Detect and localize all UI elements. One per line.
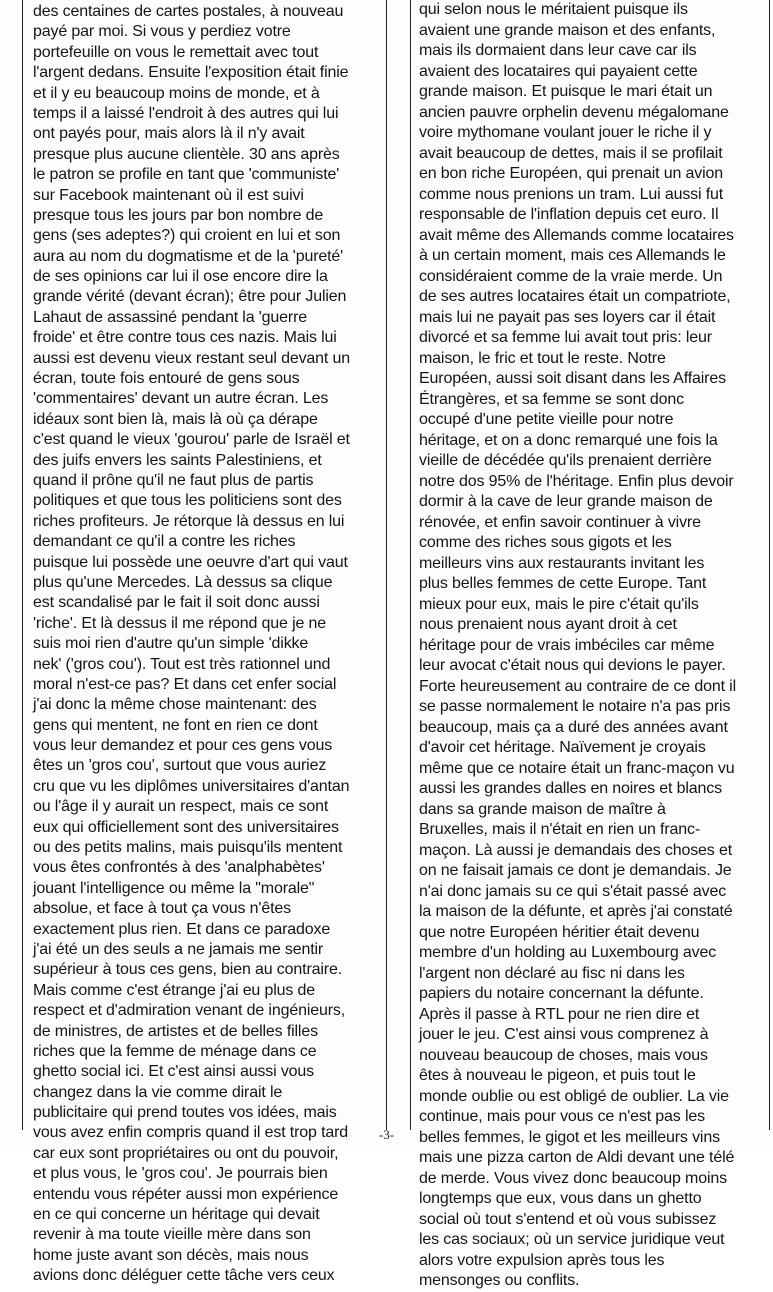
left-text-line: j'ai été un des seuls a ne jamais me sentir [33, 940, 324, 958]
left-text-line: grande vérité (devant écran); être pour Julien [33, 288, 347, 306]
left-text-line: de ministres, de artistes et de belles filles [33, 1022, 318, 1040]
right-text-line: jouer le jeu. C'est ainsi vous comprenez à [419, 1026, 709, 1043]
right-text-line: mensonges ou conflits. [419, 1272, 580, 1289]
right-text-line: héritage, et on a donc remarqué une fois la [419, 431, 718, 449]
left-text-line: payé par moi. Si vous y perdiez votre [33, 23, 291, 41]
left-text-line: demandant ce qu'il a contre les riches [33, 533, 296, 551]
left-text-line: c'est quand le vieux 'gourou' parle de Israël et [33, 431, 350, 449]
right-text-line: beaucoup, mais ça a duré des années avant [419, 718, 728, 736]
right-text-line: en bon riche Européen, qui prenait un avion [419, 165, 723, 182]
left-text-line: écran, toute fois entouré de gens sous [33, 370, 300, 388]
right-text-line: social où tout s'entend et où vous subissez [419, 1210, 717, 1228]
left-text-line: presque tous les jours par bon nombre de [33, 206, 324, 224]
right-text-line: dans sa grande maison de maître à [419, 800, 666, 818]
left-text-line: eux qui officiellement sont des universitaires [33, 818, 339, 836]
left-text-line: et plus vous, le 'gros cou'. Je pourrais bien [33, 1165, 328, 1183]
left-text-line: êtes un 'gros cou', surtout que vous auriez [33, 757, 327, 775]
right-text-line: mais une pizza carton de Aldi devant une télé [419, 1149, 735, 1166]
left-text-line: Lahaut de assassiné pendant la 'guerre [33, 308, 308, 326]
left-text-line: des juifs envers les saints Palestiniens, et [33, 451, 322, 469]
right-text-line: responsable de l'inflation depuis cet euro. Il [419, 206, 719, 223]
left-text-line: presque plus aucune clientèle. 30 ans après [33, 145, 340, 163]
left-text-line: et il y eu beaucoup moins de monde, et à [33, 84, 320, 102]
right-text-line: avaient une grande maison et des enfants, [419, 21, 716, 39]
left-text-line: exactement plus rien. Et dans ce paradoxe [33, 920, 331, 938]
left-text-line: plus qu'une Mercedes. Là dessus sa clique [33, 573, 333, 591]
right-text-column [410, 0, 770, 1289]
right-text-line: mais lui ne payait pas ses loyers car il était [419, 308, 716, 326]
right-text-line: Après il passe à RTL pour ne rien dire et [419, 1005, 700, 1023]
left-text-line: jouant l'intelligence ou même la "morale" [33, 879, 315, 897]
left-text-line: cru que vu les diplômes universitaires d'antan [33, 777, 350, 795]
right-text-line: voire mythomane voulant jouer le riche il y [419, 124, 712, 141]
left-text-line: 'commentaires' devant un autre écran. Les [33, 390, 329, 408]
left-text-line: absolue, et face à tout ça vous n'êtes [33, 900, 291, 918]
right-text-line: avaient des locataires qui payaient cette [419, 62, 698, 80]
right-text-line: mieux pour eux, mais le pire c'était qu'ils [419, 595, 699, 613]
right-text-line: même que ce notaire était un franc-maçon vu [419, 759, 735, 777]
right-text-line: grande maison. Et puisque le mari était un [419, 83, 713, 100]
right-text-line: notre dos 95% de l'héritage. Enfin plus devoir [419, 472, 734, 490]
right-text-line: comme des riches sous gigots et les [419, 534, 672, 551]
left-text-line: ont payés pour, mais alors là il n'y avait [33, 125, 305, 143]
right-text-line: plus belles femmes de cette Europe. Tant [419, 575, 707, 592]
left-text-line: j'ai donc la même chose maintenant: des [33, 696, 317, 714]
left-text-line: nek' ('gros cou'). Tout est très rationnel und [33, 655, 331, 673]
right-text-line: que notre Européen héritier était devenu [419, 923, 700, 941]
right-text-line: de ses autres locataires était un compatriote, [419, 288, 731, 305]
left-text-line: portefeuille on vous le remettait avec tout [33, 43, 319, 61]
right-text-line: leur avocat c'était nous qui devions le payer. [419, 657, 726, 674]
right-text-line: l'argent non déclaré au fisc ni dans les [419, 964, 685, 982]
right-text-line: d'avoir cet héritage. Naïvement je croyais [419, 739, 706, 756]
left-text-line: ou des petits malins, mais puisqu'ils mentent [33, 839, 343, 857]
left-text-line: le patron se profile en tant que 'communiste' [33, 166, 340, 184]
left-text-line: vous leur demandez et pour ces gens vous [33, 737, 333, 755]
right-text-line: dormir à la cave de leur grande maison de [419, 493, 713, 510]
left-text-line: aura au nom du dogmatisme et de la 'pureté' [33, 247, 344, 265]
right-text-line: vieille de décédée qu'ils prenaient derrière [419, 452, 712, 469]
right-text-line: membre d'un holding au Luxembourg avec [419, 944, 717, 961]
left-text-line: vous avez enfin compris quand il est trop tard [33, 1124, 349, 1142]
right-text-line: maçon. Là aussi je demandais des choses et [419, 841, 732, 859]
right-text-line: Forte heureusement au contraire de ce dont il [419, 677, 736, 695]
right-text-line: nouveau beaucoup de choses, mais vous [419, 1046, 708, 1064]
left-text-line: entendu vous répéter aussi mon expérience [33, 1185, 339, 1203]
right-text-line: avait beaucoup de dettes, mais il se profilait [419, 144, 723, 162]
right-text-line: maison, le fric et tout le reste. Notre [419, 349, 666, 367]
right-text-line: meilleurs vins aux restaurants invitant les [419, 554, 705, 572]
right-text-line: les cas sociaux; où un service juridique veut [419, 1231, 725, 1248]
left-text-column [22, 0, 387, 1285]
left-text-line: de ses opinions car lui il ose encore dire la [33, 268, 328, 286]
left-text-line: ghetto social ici. Et c'est ainsi aussi vous [33, 1063, 315, 1081]
page-number: -3- [378, 1127, 395, 1142]
left-text-line: temps il a laissé l'endroit à des autres qui lui [33, 104, 339, 122]
left-text-line: idéaux sont bien là, mais là où ça dérape [33, 410, 318, 428]
right-text-line: Européen, aussi soit disant dans les Affaires [419, 370, 726, 387]
right-text-line: nous prenaient nous ayant droit à cet [419, 616, 677, 633]
left-text-line: moral n'est-ce pas? Et dans cet enfer social [33, 675, 337, 693]
left-text-line: gens qui mentent, ne font en rien ce dont [33, 716, 318, 734]
left-text-line: froide' et être contre tous ces nazis. Mais lui [33, 329, 337, 347]
right-text-line: avait même des Allemands comme locataires [419, 226, 734, 244]
left-text-line: suis moi rien d'autre qu'un simple 'dikke [33, 635, 309, 653]
left-text-line: car eux sont propriétaires ou ont du pouvoir, [33, 1144, 339, 1162]
left-text-line: Mais comme c'est étrange j'ai eu plus de [33, 981, 316, 999]
left-text-line: est scandalisé par le fait il soit donc aussi [33, 594, 320, 612]
right-text-line: monde oublie ou est obligé de oublier. La vie [419, 1087, 729, 1105]
right-text-line: Bruxelles, mais il n'était en rien un franc- [419, 821, 701, 838]
left-text-line: 'riche'. Et là dessus il me répond que je ne [33, 614, 327, 632]
right-text-line: longtemps que eux, vous dans un ghetto [419, 1190, 702, 1207]
left-text-line: des centaines de cartes postales, à nouveau [33, 3, 344, 20]
left-text-line: revenir à ma toute vieille mère dans son [33, 1226, 311, 1244]
right-text-line: mais ils dormaient dans leur cave car ils [419, 42, 697, 59]
right-text-line: la maison de la défunte, et après j'ai constaté [419, 903, 733, 920]
right-text-line: n'ai donc jamais su ce qui s'était passé avec [419, 882, 727, 900]
left-text-line: quand il prône qu'il ne faut plus de partis [33, 471, 314, 489]
right-text-line: à un certain moment, mais ces Allemands le [419, 247, 726, 264]
right-text-line: êtes à nouveau le pigeon, et puis tout le [419, 1067, 696, 1084]
right-text-line: belles femmes, le gigot et les meilleurs vins [419, 1128, 720, 1146]
left-text-line: avions donc déléguer cette tâche vers ceux [33, 1267, 335, 1285]
right-text-line: se passe normalement le notaire n'a pas pris [419, 698, 731, 715]
left-text-line: l'argent dedans. Ensuite l'exposition était finie [33, 64, 349, 82]
right-text-line: comme nous prenions un tram. Lui aussi fut [419, 185, 724, 203]
right-text-line: rénovée, et enfin savoir continuer à vivre [419, 513, 701, 531]
right-text-line: Étrangères, et sa femme se sont donc [419, 390, 684, 408]
right-text-line: continue, mais pour vous ce n'est pas les [419, 1108, 705, 1125]
left-text-line: politiques et que tous les politiciens sont des [33, 492, 342, 510]
left-text-line: en ce qui concerne un héritage qui devait [33, 1206, 320, 1224]
left-text-line: riches que la femme de ménage dans ce [33, 1042, 317, 1060]
left-text-line: riches profiteurs. Je rétorque là dessus en lui [33, 512, 345, 530]
left-text-line: sur Facebook maintenant où il est suivi [33, 186, 304, 204]
right-text-line: ancien pauvre orphelin devenu mégalomane [419, 103, 729, 121]
right-text-line: de merde. Vous vivez donc beaucoup moins [419, 1169, 727, 1187]
right-text-line: divorcé et sa femme lui avait tout pris: leur [419, 329, 712, 346]
right-text-line: considéraient comme de la vraie merde. Un [419, 267, 723, 285]
right-text-line: on ne faisait jamais ce dont je demandais. Je [419, 862, 732, 879]
left-text-line: aussi est devenu vieux restant seul devant un [33, 349, 351, 367]
left-text-line: supérieur à tous ces gens, bien au contraire. [33, 961, 342, 979]
right-text-line: héritage pour de vrais imbéciles car même [419, 636, 715, 654]
left-text-line: respect et d'admiration venant de ingénieurs, [33, 1002, 346, 1020]
left-text-line: vous êtes confrontés à des 'analphabètes' [33, 859, 325, 877]
left-text-line: ou l'âge il y aurait un respect, mais ce sont [33, 798, 329, 816]
left-text-line: publicitaire qui prend toutes vos idées, mais [33, 1104, 337, 1122]
right-text-line: aussi les grandes dalles en noires et blancs [419, 780, 722, 797]
right-text-line: alors votre expulsion après tous les [419, 1251, 665, 1269]
right-text-line: occupé d'une petite vieille pour notre [419, 411, 674, 428]
left-text-line: gens (ses adeptes?) qui croient en lui et son [33, 227, 341, 245]
left-text-line: home juste avant son décès, mais nous [33, 1246, 309, 1264]
right-text-line: papiers du notaire concernant la défunte. [419, 985, 704, 1002]
left-text-line: puisque lui possède une oeuvre d'art qui vaut [33, 553, 348, 571]
left-text-line: changez dans la vie comme dirait le [33, 1083, 283, 1101]
right-text-line: qui selon nous le méritaient puisque ils [419, 1, 688, 18]
